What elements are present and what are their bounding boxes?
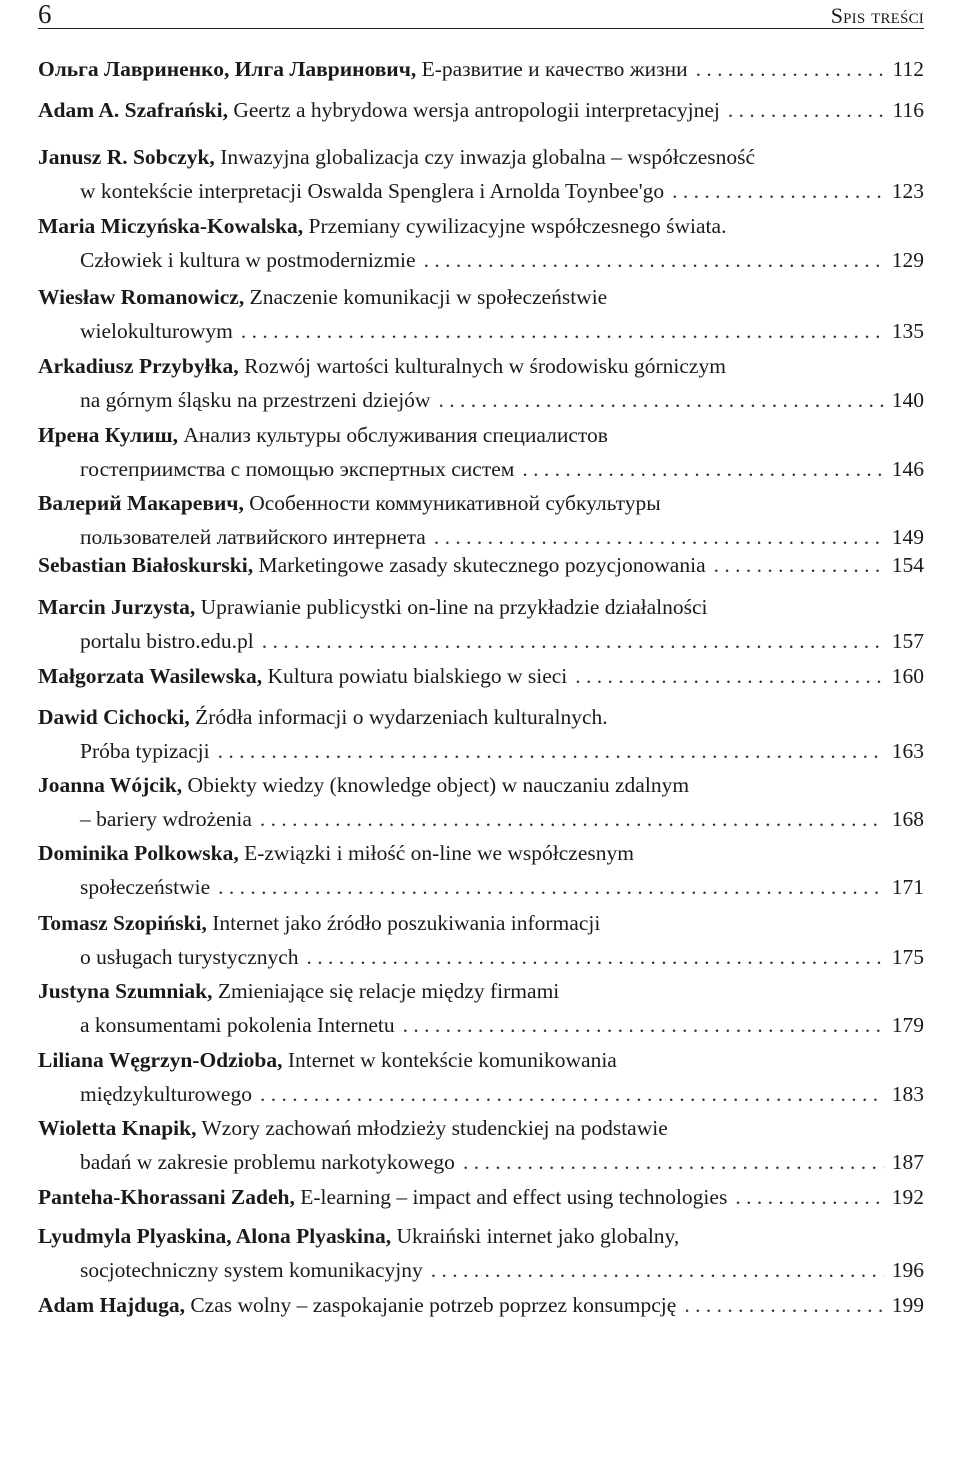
toc-entry-line: [38, 243, 924, 277]
toc-title: na górnym śląsku na przestrzeni dziejów: [80, 388, 431, 412]
dot-leader: [735, 1180, 883, 1214]
toc-entry-line: [38, 1043, 924, 1077]
toc-entry-text: [80, 940, 299, 974]
toc-entry[interactable]: [38, 93, 924, 127]
toc-title: Człowiek i kultura w postmodernizmie: [80, 248, 416, 272]
toc-author: Małgorzata Wasilewska,: [38, 664, 263, 688]
toc-entry-text: [80, 1008, 395, 1042]
toc-entry-text: [38, 705, 608, 729]
toc-entry[interactable]: [38, 659, 924, 693]
toc-author: Marcin Jurzysta,: [38, 595, 196, 619]
toc-entry-text: [80, 243, 416, 277]
toc-page-number: 192: [891, 1185, 924, 1209]
toc-entry-text: [38, 841, 634, 865]
toc-entry-line: [38, 280, 924, 314]
toc-entry-text: [38, 659, 567, 693]
toc-author: Janusz R. Sobczyk,: [38, 145, 215, 169]
toc-title: Kultura powiatu bialskiego w sieci: [267, 664, 568, 688]
toc-entry-line: [38, 1008, 924, 1042]
toc-author: Adam A. Szafrański,: [38, 98, 228, 122]
toc-page-number: 187: [891, 1150, 924, 1174]
toc-title: E-learning – impact and effect using technologies: [300, 1185, 728, 1209]
toc-entry-text: [38, 491, 661, 515]
toc-page-number: 160: [891, 664, 924, 688]
toc-title: Próba typizacji: [80, 739, 210, 763]
toc-author: Валерий Макаревич,: [38, 491, 244, 515]
toc-entry[interactable]: [38, 52, 924, 86]
toc-page-number: 183: [891, 1082, 924, 1106]
toc-entry-line: [38, 836, 924, 870]
toc-entry-line: [38, 1288, 924, 1322]
toc-title: Wzory zachowań młodzieży studenckiej na podstawie: [201, 1116, 668, 1140]
toc-title: Marketingowe zasady skutecznego pozycjonowania: [258, 553, 706, 577]
toc-title: Rozwój wartości kulturalnych w środowisku górniczym: [244, 354, 726, 378]
dot-leader: [696, 52, 884, 86]
toc-entry-text: [38, 145, 755, 169]
toc-entry[interactable]: [38, 486, 924, 554]
toc-page-number: 146: [891, 457, 924, 481]
dot-leader: [260, 802, 884, 836]
toc-entry-text: [80, 624, 254, 658]
toc-entry-line: [38, 700, 924, 734]
toc-entry-line: [38, 418, 924, 452]
toc-title: Przemiany cywilizacyjne współczesnego świata.: [308, 214, 727, 238]
toc-title: socjotechniczny system komunikacyjny: [80, 1258, 423, 1282]
toc-entry-line: [38, 1253, 924, 1287]
toc-author: Arkadiusz Przybyłka,: [38, 354, 239, 378]
toc-entry-line: [38, 452, 924, 486]
toc-entry[interactable]: [38, 768, 924, 836]
toc-entry-text: [38, 595, 708, 619]
toc-title: wielokulturowym: [80, 319, 233, 343]
toc-author: Justyna Szumniak,: [38, 979, 213, 1003]
toc-title: Obiekty wiedzy (knowledge object) w nauczaniu zdalnym: [187, 773, 690, 797]
toc-entry-text: [80, 383, 430, 417]
toc-title: Анализ культуры обслуживания специалистов: [183, 423, 608, 447]
dot-leader: [218, 870, 884, 904]
toc-entry-text: [80, 314, 233, 348]
toc-title: Е-развитие и качество жизни: [421, 57, 688, 81]
toc-page-number: 140: [891, 388, 924, 412]
toc-entry-text: [38, 979, 559, 1003]
toc-entry-text: [38, 285, 607, 309]
toc-entry[interactable]: [38, 1288, 924, 1322]
toc-page-number: 154: [891, 553, 924, 577]
dot-leader: [728, 93, 884, 127]
toc-page-number: 179: [891, 1013, 924, 1037]
toc-entry-line: [38, 624, 924, 658]
toc-author: Tomasz Szopiński,: [38, 911, 207, 935]
toc-title: Geertz a hybrydowa wersja antropologii interpretacyjnej: [233, 98, 720, 122]
dot-leader: [575, 659, 883, 693]
toc-title: Źródła informacji o wydarzeniach kulturalnych.: [195, 705, 608, 729]
toc-author: Ольга Лавриненко, Илга Лавринович,: [38, 57, 417, 81]
toc-entry[interactable]: [38, 590, 924, 658]
toc-entry[interactable]: [38, 548, 924, 582]
toc-title: Internet jako źródło poszukiwania informacji: [212, 911, 601, 935]
toc-entry-line: [38, 590, 924, 624]
toc-entry-line: [38, 1111, 924, 1145]
toc-entry-text: [38, 1288, 676, 1322]
toc-entry-text: [80, 174, 664, 208]
toc-entry-line: [38, 52, 924, 86]
toc-page-number: 199: [891, 1293, 924, 1317]
toc-entry-text: [80, 802, 252, 836]
toc-title: badań w zakresie problemu narkotykowego: [80, 1150, 455, 1174]
toc-entry[interactable]: [38, 1111, 924, 1179]
toc-entry-line: [38, 174, 924, 208]
toc-entry-text: [80, 452, 514, 486]
toc-author: Wiesław Romanowicz,: [38, 285, 245, 309]
toc-page-number: 168: [891, 807, 924, 831]
toc-page-number: 163: [891, 739, 924, 763]
toc-entry[interactable]: [38, 906, 924, 974]
running-title: Spis treści: [830, 3, 924, 28]
toc-title: Особенности коммуникативной субкультуры: [249, 491, 661, 515]
toc-entry-line: [38, 974, 924, 1008]
toc-author: Panteha-Khorassani Zadeh,: [38, 1185, 295, 1209]
toc-entry[interactable]: [38, 209, 924, 277]
toc-entry-line: [38, 314, 924, 348]
toc-page-number: 149: [891, 525, 924, 549]
dot-leader: [431, 1253, 884, 1287]
toc-entry-text: [38, 354, 726, 378]
toc-entry-line: [38, 140, 924, 174]
toc-entry-text: [38, 93, 720, 127]
toc-title: Czas wolny – zaspokajanie potrzeb poprzez konsumpcję: [190, 1293, 677, 1317]
toc-author: Dawid Cichocki,: [38, 705, 190, 729]
dot-leader: [672, 174, 884, 208]
toc-entry-text: [80, 1077, 252, 1111]
toc-author: Joanna Wójcik,: [38, 773, 183, 797]
toc-entry-text: [80, 734, 210, 768]
toc-entry-line: [38, 1219, 924, 1253]
dot-leader: [218, 734, 884, 768]
toc-entry-line: [38, 1145, 924, 1179]
toc-entry-line: [38, 383, 924, 417]
toc-entry-text: [80, 1253, 423, 1287]
toc-title: гостеприимства с помощью экспертных систем: [80, 457, 515, 481]
dot-leader: [424, 243, 884, 277]
dot-leader: [260, 1077, 884, 1111]
toc-title: Znaczenie komunikacji w społeczeństwie: [249, 285, 608, 309]
toc-entry-text: [38, 423, 608, 447]
toc-entry[interactable]: [38, 418, 924, 486]
toc-entry-line: [38, 93, 924, 127]
toc-entry-text: [38, 1048, 617, 1072]
toc-entry-line: [38, 1180, 924, 1214]
toc-author: Maria Miczyńska-Kowalska,: [38, 214, 304, 238]
toc-entry-line: [38, 768, 924, 802]
toc-entry-line: [38, 659, 924, 693]
page-number: 6: [38, 0, 52, 29]
dot-leader: [241, 314, 884, 348]
toc-title: Inwazyjna globalizacja czy inwazja globalna – współczesność: [220, 145, 756, 169]
toc-entry[interactable]: [38, 974, 924, 1042]
toc-page-number: 196: [891, 1258, 924, 1282]
toc-title: пользователей латвийского интернета: [80, 525, 426, 549]
toc-title: Uprawianie publicystki on-line na przykładzie działalności: [200, 595, 708, 619]
toc-entry-line: [38, 486, 924, 520]
toc-entry-text: [38, 911, 600, 935]
toc-title: E-związki i miłość on-line we współczesnym: [244, 841, 634, 865]
toc-entry-line: [38, 734, 924, 768]
toc-entry[interactable]: [38, 1219, 924, 1287]
toc-entry-text: [38, 1224, 679, 1248]
toc-title: Zmieniające się relacje między firmami: [217, 979, 560, 1003]
toc-entry[interactable]: [38, 836, 924, 904]
toc-title: międzykulturowego: [80, 1082, 252, 1106]
toc-entry-text: [80, 1145, 455, 1179]
toc-page-number: 116: [892, 98, 924, 122]
toc-author: Dominika Polkowska,: [38, 841, 239, 865]
toc-entry-line: [38, 940, 924, 974]
dot-leader: [403, 1008, 884, 1042]
toc-entry-line: [38, 802, 924, 836]
toc-entry-line: [38, 1077, 924, 1111]
toc-page-number: 135: [891, 319, 924, 343]
toc-page-number: 112: [892, 57, 924, 81]
dot-leader: [262, 624, 884, 658]
toc-author: Ирена Кулиш,: [38, 423, 178, 447]
toc-entry[interactable]: [38, 349, 924, 417]
toc-title: o usługach turystycznych: [80, 945, 299, 969]
toc-title: Ukraiński internet jako globalny,: [396, 1224, 680, 1248]
toc-author: Lyudmyla Plyaskina, Alona Plyaskina,: [38, 1224, 392, 1248]
toc-page-number: 123: [891, 179, 924, 203]
toc-entry-text: [38, 1116, 668, 1140]
toc-title: – bariery wdrożenia: [80, 807, 252, 831]
toc-page-number: 157: [891, 629, 924, 653]
toc-entry-line: [38, 906, 924, 940]
toc-entry-line: [38, 870, 924, 904]
toc-entry-text: [38, 1180, 727, 1214]
toc-author: Liliana Węgrzyn-Odzioba,: [38, 1048, 283, 1072]
dot-leader: [307, 940, 884, 974]
toc-author: Adam Hajduga,: [38, 1293, 185, 1317]
toc-title: Internet w kontekście komunikowania: [287, 1048, 617, 1072]
toc-entry-text: [38, 773, 689, 797]
toc-entry-text: [38, 52, 688, 86]
dot-leader: [522, 452, 883, 486]
toc-page-number: 129: [891, 248, 924, 272]
toc-entry[interactable]: [38, 1180, 924, 1214]
toc-entry-text: [80, 870, 210, 904]
toc-title: portalu bistro.edu.pl: [80, 629, 254, 653]
dot-leader: [463, 1145, 884, 1179]
toc-entry-line: [38, 548, 924, 582]
toc-author: Wioletta Knapik,: [38, 1116, 197, 1140]
dot-leader: [684, 1288, 883, 1322]
toc-entry-text: [38, 214, 726, 238]
toc-title: a konsumentami pokolenia Internetu: [80, 1013, 395, 1037]
toc-author: Sebastian Białoskurski,: [38, 553, 254, 577]
toc-entry[interactable]: [38, 700, 924, 768]
toc-page-number: 175: [891, 945, 924, 969]
toc-entry[interactable]: [38, 280, 924, 348]
toc-entry-line: [38, 209, 924, 243]
toc-entry[interactable]: [38, 1043, 924, 1111]
toc-page-number: 171: [891, 875, 924, 899]
dot-leader: [714, 548, 884, 582]
toc-entry-line: [38, 349, 924, 383]
toc-title: społeczeństwie: [80, 875, 211, 899]
toc-entry[interactable]: [38, 140, 924, 208]
toc-title: w kontekście interpretacji Oswalda Spenglera i Arnolda Toynbee'go: [80, 179, 665, 203]
dot-leader: [438, 383, 883, 417]
toc-entry-text: [38, 548, 706, 582]
running-header: [38, 0, 924, 29]
